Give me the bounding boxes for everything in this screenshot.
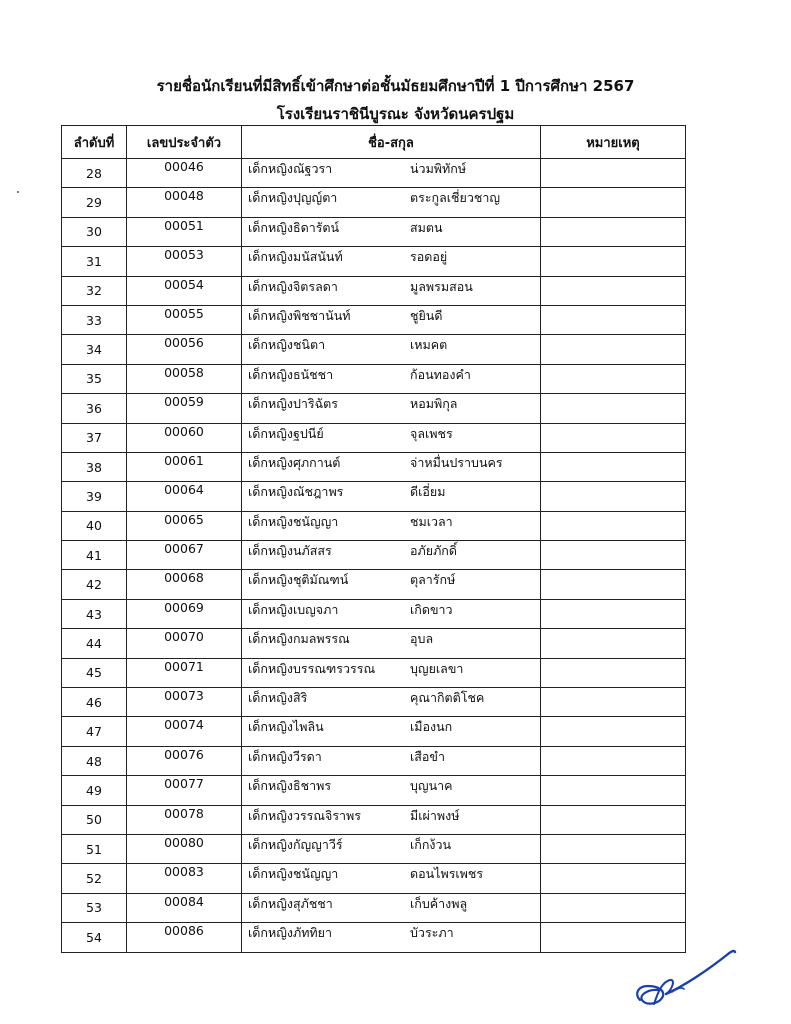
row-number: 31 <box>62 247 127 276</box>
column-header-full-name: ชื่อ-สกุล <box>242 126 541 159</box>
student-first-name: เด็กหญิงปุญญ์ตา <box>248 190 338 206</box>
row-number: 35 <box>62 364 127 393</box>
student-first-name: เด็กหญิงชุติมัณฑน์ <box>248 572 349 588</box>
remarks-cell <box>541 570 686 599</box>
row-number: 37 <box>62 423 127 452</box>
remarks-cell <box>541 511 686 540</box>
table-row <box>62 452 686 481</box>
table-row <box>62 541 686 570</box>
student-id: 00046 <box>127 159 242 188</box>
student-id: 00054 <box>127 276 242 305</box>
table-header-row <box>62 126 686 159</box>
student-full-name <box>242 511 541 540</box>
remarks-cell <box>541 746 686 775</box>
row-number: 44 <box>62 629 127 658</box>
student-full-name <box>242 305 541 334</box>
student-first-name: เด็กหญิงธิดารัตน์ <box>248 219 340 235</box>
column-header-number: ลำดับที่ <box>62 126 127 159</box>
remarks-cell <box>541 247 686 276</box>
student-first-name: เด็กหญิงณัชฎาพร <box>248 484 344 500</box>
remarks-cell <box>541 423 686 452</box>
table-row <box>62 923 686 952</box>
table-row <box>62 276 686 305</box>
row-number: 47 <box>62 717 127 746</box>
row-number: 40 <box>62 511 127 540</box>
table-row <box>62 247 686 276</box>
row-number: 54 <box>62 923 127 952</box>
remarks-cell <box>541 188 686 217</box>
student-id: 00061 <box>127 452 242 481</box>
student-last-name: บัวระภา <box>410 925 454 941</box>
remarks-cell <box>541 629 686 658</box>
row-number: 53 <box>62 893 127 922</box>
student-full-name <box>242 805 541 834</box>
table-row <box>62 688 686 717</box>
remarks-cell <box>541 658 686 687</box>
student-list-table <box>61 125 686 953</box>
student-full-name <box>242 776 541 805</box>
row-number: 33 <box>62 305 127 334</box>
student-id: 00065 <box>127 511 242 540</box>
student-last-name: เกิดขาว <box>410 601 453 617</box>
remarks-cell <box>541 893 686 922</box>
student-last-name: หอมพิกุล <box>410 396 458 412</box>
table-row <box>62 511 686 540</box>
student-first-name: เด็กหญิงธิชาพร <box>248 778 332 794</box>
student-last-name: เก็บค้างพลู <box>410 895 468 911</box>
table-row <box>62 482 686 511</box>
table-row <box>62 423 686 452</box>
student-full-name <box>242 452 541 481</box>
student-id: 00064 <box>127 482 242 511</box>
student-id: 00056 <box>127 335 242 364</box>
signature-icon <box>632 942 742 1016</box>
row-number: 46 <box>62 688 127 717</box>
table-row <box>62 217 686 246</box>
row-number: 51 <box>62 834 127 863</box>
student-first-name: เด็กหญิงกมลพรรณ <box>248 631 350 647</box>
page-title: รายชื่อนักเรียนที่มีสิทธิ์เข้าศึกษาต่อชั้นมัธยมศึกษาปีที่ 1 ปีการศึกษา 2567 <box>156 77 635 95</box>
student-id: 00067 <box>127 541 242 570</box>
row-number: 42 <box>62 570 127 599</box>
remarks-cell <box>541 364 686 393</box>
student-first-name: เด็กหญิงนภัสสร <box>248 543 332 559</box>
student-first-name: เด็กหญิงปาริฉัตร <box>248 396 338 412</box>
student-first-name: เด็กหญิงชนัญญา <box>248 866 339 882</box>
row-number: 43 <box>62 599 127 628</box>
student-id: 00058 <box>127 364 242 393</box>
student-full-name <box>242 541 541 570</box>
student-full-name <box>242 893 541 922</box>
student-id: 00070 <box>127 629 242 658</box>
row-number: 36 <box>62 394 127 423</box>
row-number: 30 <box>62 217 127 246</box>
remarks-cell <box>541 805 686 834</box>
table-row <box>62 776 686 805</box>
student-full-name <box>242 335 541 364</box>
row-number: 45 <box>62 658 127 687</box>
remarks-cell <box>541 335 686 364</box>
row-number: 39 <box>62 482 127 511</box>
scan-speck <box>17 191 19 193</box>
student-first-name: เด็กหญิงพิชชานันท์ <box>248 307 351 323</box>
student-last-name: คุณากิตติโชค <box>410 690 485 706</box>
student-first-name: เด็กหญิงชนัญญา <box>248 513 339 529</box>
row-number: 38 <box>62 452 127 481</box>
student-last-name: ก้อนทองคำ <box>410 366 471 382</box>
remarks-cell <box>541 452 686 481</box>
student-first-name: เด็กหญิงณัฐวรา <box>248 161 333 176</box>
table-row <box>62 188 686 217</box>
table-row <box>62 364 686 393</box>
row-number: 50 <box>62 805 127 834</box>
student-last-name: ชมเวลา <box>410 513 453 529</box>
student-full-name <box>242 629 541 658</box>
student-first-name: เด็กหญิงวรรณจิราพร <box>248 807 362 823</box>
student-last-name: มูลพรมสอน <box>410 278 473 294</box>
student-first-name: เด็กหญิงบรรณฑรวรรณ <box>248 660 376 676</box>
row-number: 34 <box>62 335 127 364</box>
remarks-cell <box>541 482 686 511</box>
remarks-cell <box>541 834 686 863</box>
student-id: 00069 <box>127 599 242 628</box>
row-number: 49 <box>62 776 127 805</box>
student-first-name: เด็กหญิงไพลิน <box>248 719 324 735</box>
table-row <box>62 394 686 423</box>
student-id: 00059 <box>127 394 242 423</box>
student-full-name <box>242 717 541 746</box>
student-last-name: บุญยเลขา <box>410 660 464 676</box>
student-full-name <box>242 423 541 452</box>
student-id: 00080 <box>127 834 242 863</box>
student-last-name: บุญนาค <box>410 778 453 794</box>
student-full-name <box>242 746 541 775</box>
student-id: 00086 <box>127 923 242 952</box>
student-id: 00073 <box>127 688 242 717</box>
student-full-name <box>242 864 541 893</box>
row-number: 48 <box>62 746 127 775</box>
student-first-name: เด็กหญิงสิริ <box>248 690 308 706</box>
remarks-cell <box>541 305 686 334</box>
student-full-name <box>242 688 541 717</box>
table-row <box>62 717 686 746</box>
row-number: 52 <box>62 864 127 893</box>
student-last-name: รอดอยู่ <box>410 249 448 265</box>
remarks-cell <box>541 276 686 305</box>
table-row <box>62 305 686 334</box>
student-last-name: เมืองนก <box>410 719 453 735</box>
student-id: 00053 <box>127 247 242 276</box>
student-full-name <box>242 599 541 628</box>
student-id: 00076 <box>127 746 242 775</box>
student-id: 00055 <box>127 305 242 334</box>
student-last-name: ตุลารักษ์ <box>410 572 456 588</box>
student-full-name <box>242 658 541 687</box>
row-number: 28 <box>62 159 127 188</box>
student-first-name: เด็กหญิงจิตรลดา <box>248 278 338 294</box>
row-number: 32 <box>62 276 127 305</box>
student-last-name: สมตน <box>410 219 443 235</box>
student-first-name: เด็กหญิงธนัชชา <box>248 366 334 382</box>
student-id: 00084 <box>127 893 242 922</box>
table-body <box>62 159 686 953</box>
student-full-name <box>242 834 541 863</box>
student-last-name: อุบล <box>410 631 434 647</box>
row-number: 29 <box>62 188 127 217</box>
student-full-name <box>242 247 541 276</box>
student-first-name: เด็กหญิงฐปนีย์ <box>248 425 324 441</box>
student-last-name: อภัยภักดิ์ <box>410 543 457 559</box>
table-row <box>62 335 686 364</box>
table-row <box>62 834 686 863</box>
student-full-name <box>242 394 541 423</box>
remarks-cell <box>541 864 686 893</box>
student-last-name: ดีเอี่ยม <box>410 484 446 500</box>
table-row <box>62 629 686 658</box>
remarks-cell <box>541 394 686 423</box>
school-subtitle: โรงเรียนราชินีบูรณะ จังหวัดนครปฐม <box>276 105 515 123</box>
student-id: 00051 <box>127 217 242 246</box>
student-full-name <box>242 482 541 511</box>
student-last-name: น่วมพิทักษ์ <box>410 161 467 176</box>
student-last-name: จุลเพชร <box>410 425 453 441</box>
column-header-student-id: เลขประจำตัว <box>127 126 242 159</box>
student-id: 00078 <box>127 805 242 834</box>
student-id: 00071 <box>127 658 242 687</box>
remarks-cell <box>541 599 686 628</box>
student-full-name <box>242 159 541 188</box>
remarks-cell <box>541 688 686 717</box>
student-last-name: เสือขำ <box>410 748 445 764</box>
student-first-name: เด็กหญิงวีรดา <box>248 748 322 764</box>
student-last-name: เหมคต <box>410 337 448 353</box>
remarks-cell <box>541 159 686 188</box>
student-full-name <box>242 923 541 952</box>
student-first-name: เด็กหญิงสุภัชชา <box>248 895 333 911</box>
table-row <box>62 599 686 628</box>
student-id: 00077 <box>127 776 242 805</box>
student-last-name: เก็กง้วน <box>410 836 452 852</box>
table-row <box>62 658 686 687</box>
remarks-cell <box>541 541 686 570</box>
student-full-name <box>242 217 541 246</box>
student-first-name: เด็กหญิงมนัสนันท์ <box>248 249 343 265</box>
student-last-name: มีเผ่าพงษ์ <box>410 807 460 823</box>
student-first-name: เด็กหญิงศุภกานต์ <box>248 454 341 470</box>
remarks-cell <box>541 217 686 246</box>
row-number: 41 <box>62 541 127 570</box>
student-id: 00074 <box>127 717 242 746</box>
remarks-cell <box>541 717 686 746</box>
student-id: 00068 <box>127 570 242 599</box>
column-header-remarks: หมายเหตุ <box>541 126 686 159</box>
student-full-name <box>242 364 541 393</box>
student-first-name: เด็กหญิงภัททิยา <box>248 925 333 941</box>
student-last-name: จ่าหมื่นปราบนคร <box>410 454 503 470</box>
student-first-name: เด็กหญิงเบญจภา <box>248 601 339 617</box>
table-row <box>62 893 686 922</box>
table-row <box>62 570 686 599</box>
student-full-name <box>242 276 541 305</box>
student-id: 00083 <box>127 864 242 893</box>
table-row <box>62 746 686 775</box>
student-last-name: ตระกูลเชี่ยวชาญ <box>410 190 501 206</box>
student-id: 00060 <box>127 423 242 452</box>
table-row <box>62 864 686 893</box>
student-first-name: เด็กหญิงชนิตา <box>248 337 326 353</box>
table-row <box>62 805 686 834</box>
remarks-cell <box>541 776 686 805</box>
student-full-name <box>242 570 541 599</box>
student-id: 00048 <box>127 188 242 217</box>
student-full-name <box>242 188 541 217</box>
student-first-name: เด็กหญิงกัญญาวีร์ <box>248 836 343 852</box>
student-last-name: ดอนไพรเพชร <box>410 866 484 882</box>
table-row <box>62 159 686 188</box>
student-last-name: ชูยินดี <box>410 307 443 323</box>
